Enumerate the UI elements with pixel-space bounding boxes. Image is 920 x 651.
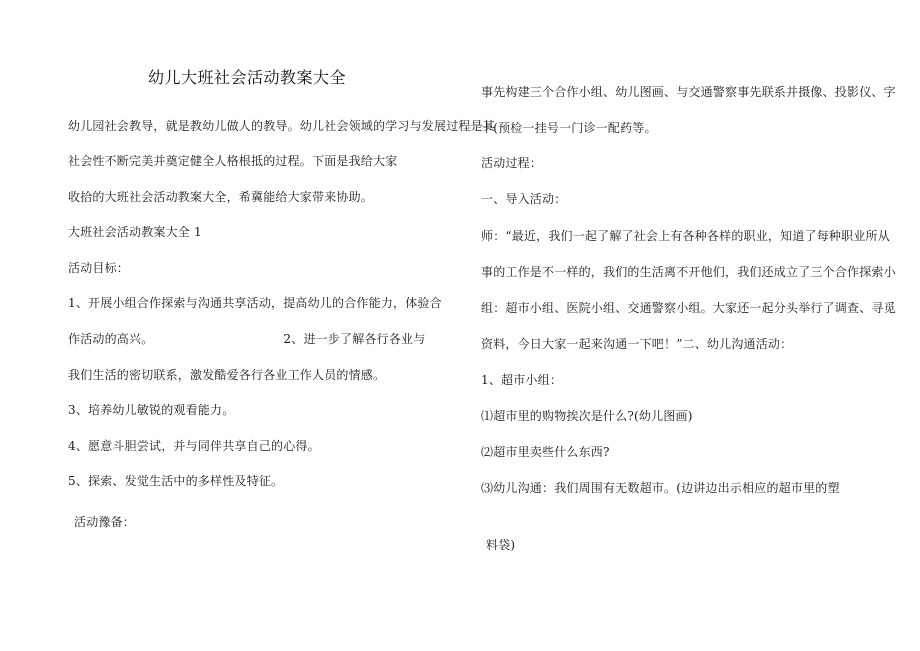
goal-5: 5、探索、发觉生活中的多样性及特征。 xyxy=(68,474,284,488)
prep-line-1: 事先构建三个合作小组、幼儿图画、与交通警察事先联系并摄像、投影仪、字 xyxy=(481,85,896,99)
intro-line-3: 收拾的大班社会活动教案大全，希冀能给大家带来协助。 xyxy=(68,190,374,204)
goal-2-line-1: 2、进一步了解各行各业与 xyxy=(283,332,426,346)
goal-2-line-2: 我们生活的密切联系，激发酷爱各行各业工作人员的情感。 xyxy=(68,368,386,382)
process-heading: 活动过程： xyxy=(481,156,543,170)
group-1-heading: 1、超市小组： xyxy=(481,373,563,387)
goals-heading: 活动目标： xyxy=(68,261,130,275)
question-3-line-1: ⑶幼儿沟通：我们周围有无数超市。(边讲边出示相应的超市里的塑 xyxy=(481,481,840,495)
goal-4: 4、愿意斗胆尝试，并与同伴共享自己的心得。 xyxy=(68,439,320,453)
document-title: 幼儿大班社会活动教案大全 xyxy=(148,68,347,87)
teacher-line-3: 组：超市小组、医院小组、交通警察小组。大家还一起分头举行了调查、寻觅 xyxy=(481,301,896,315)
intro-line-1: 幼儿园社会教导，就是教幼儿做人的教导。幼儿社会领域的学习与发展过程是其 xyxy=(68,119,496,133)
teacher-line-4: 资料，今日大家一起来沟通一下吧！”二、幼儿沟通活动： xyxy=(481,337,793,351)
step-1-heading: 一、导入活动： xyxy=(481,192,567,206)
teacher-line-2: 事的工作是不一样的，我们的生活离不开他们，我们还成立了三个合作探索小 xyxy=(481,265,896,279)
question-3-line-2: 料袋) xyxy=(486,538,516,552)
intro-line-2: 社会性不断完美并奠定健全人格根抵的过程。下面是我给大家 xyxy=(68,154,398,168)
goal-1-line-1: 1、开展小组合作探索与沟通共享活动，提高幼儿的合作能力，体验合 xyxy=(68,296,442,310)
prep-heading: 活动豫备： xyxy=(74,515,136,529)
section-title: 大班社会活动教案大全 1 xyxy=(68,225,202,239)
goal-1-line-2 xyxy=(68,331,425,347)
prep-line-2: 卡(预检一挂号一门诊一配药等。 xyxy=(481,121,657,135)
goal-3: 3、培养幼儿敏锐的观看能力。 xyxy=(68,403,235,417)
goal-1-line-2-text: 作活动的高兴。 xyxy=(68,332,154,346)
teacher-line-1: 师：“最近，我们一起了解了社会上有各种各样的职业，知道了每种职业所从 xyxy=(481,229,890,243)
question-1: ⑴超市里的购物挨次是什么?(幼儿图画) xyxy=(481,409,693,423)
question-2: ⑵超市里卖些什么东西? xyxy=(481,445,610,459)
